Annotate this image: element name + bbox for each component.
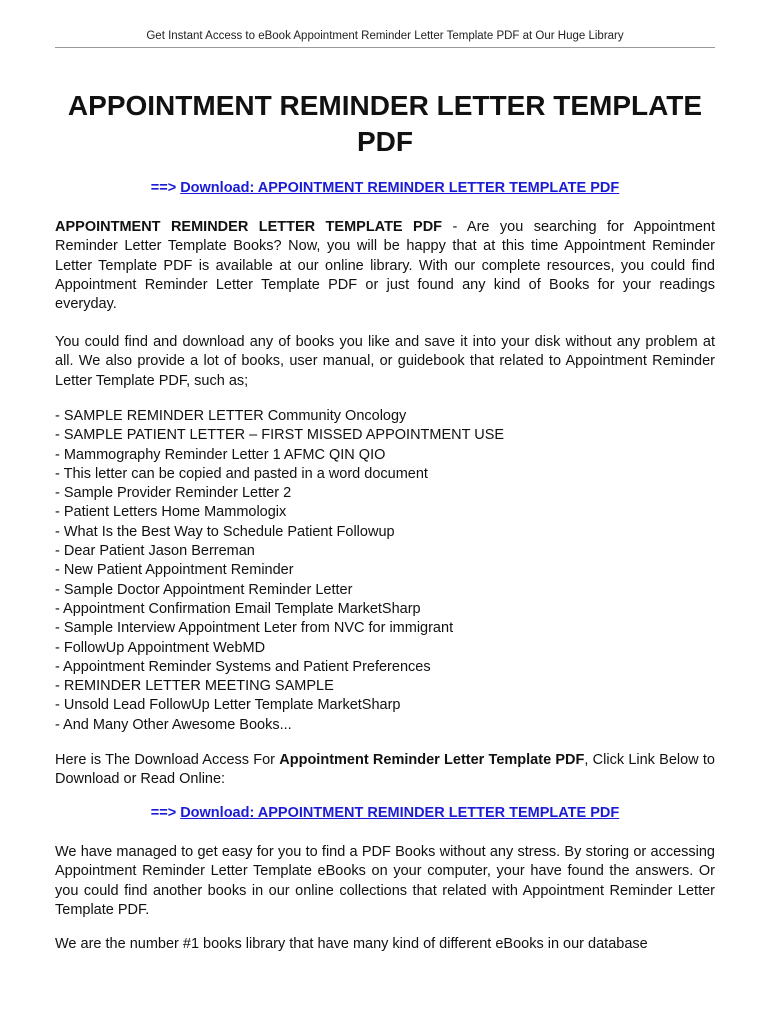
page-header: Get Instant Access to eBook Appointment Reminder Letter Template PDF at Our Huge Library bbox=[146, 30, 624, 42]
list-item: - Sample Doctor Appointment Reminder Letter bbox=[55, 581, 353, 598]
intro-paragraph bbox=[55, 218, 715, 314]
list-item: - And Many Other Awesome Books... bbox=[55, 716, 292, 733]
document-title: APPOINTMENT REMINDER LETTER TEMPLATE PDF bbox=[67, 90, 703, 157]
download-link-bottom[interactable]: Download: APPOINTMENT REMINDER LETTER TEMPLATE PDF bbox=[180, 805, 620, 821]
list-item: - Appointment Confirmation Email Template MarketSharp bbox=[55, 600, 421, 617]
list-item: - Unsold Lead FollowUp Letter Template MarketSharp bbox=[55, 697, 401, 714]
list-item: - Mammography Reminder Letter 1 AFMC QIN QIO bbox=[55, 446, 386, 463]
download-arrow: ==> bbox=[150, 180, 177, 196]
managed-paragraph: We have managed to get easy for you to find a PDF Books without any stress. By storing or accessing Appointment Reminder Letter Template eBooks on your computer, your have found the answers. Or you could find another books in our online collections that related with Appointment Reminder Letter Template PDF. bbox=[55, 844, 715, 918]
download-arrow: ==> bbox=[150, 805, 177, 821]
list-item: - SAMPLE PATIENT LETTER – FIRST MISSED APPOINTMENT USE bbox=[55, 427, 505, 444]
list-item: - FollowUp Appointment WebMD bbox=[55, 639, 266, 656]
related-books-paragraph: You could find and download any of books you like and save it into your disk without any problem at all. We also provide a lot of books, user manual, or guidebook that related to Appointment Reminder Letter Template PDF, such as; bbox=[55, 334, 715, 389]
download-access-paragraph bbox=[55, 751, 715, 790]
access-bold-title: Appointment Reminder Letter Template PDF bbox=[279, 752, 585, 768]
library-paragraph: We are the number #1 books library that have many kind of different eBooks in our database bbox=[55, 936, 648, 952]
list-item: - REMINDER LETTER MEETING SAMPLE bbox=[55, 678, 334, 695]
download-line-bottom bbox=[55, 805, 715, 821]
header-divider bbox=[55, 47, 715, 48]
access-text-before: Here is The Download Access For bbox=[55, 752, 280, 768]
intro-bold-title: APPOINTMENT REMINDER LETTER TEMPLATE PDF bbox=[55, 219, 443, 235]
list-item: - Patient Letters Home Mammologix bbox=[55, 504, 287, 521]
list-item: - Appointment Reminder Systems and Patient Preferences bbox=[55, 658, 431, 675]
list-item: - SAMPLE REMINDER LETTER Community Oncology bbox=[55, 408, 407, 424]
download-line-top bbox=[55, 180, 715, 196]
list-item: - This letter can be copied and pasted in a word document bbox=[55, 465, 428, 482]
intro-text: - Are you searching for Appointment Reminder Letter Template Books? Now, you will be happy that at this time Appointment Reminder Letter Template PDF is available at our online library. With our complete resources, you could find Appointment Reminder Letter Template PDF or just found any kind of Books for your readings everyday. bbox=[55, 219, 715, 313]
list-item: - What Is the Best Way to Schedule Patient Followup bbox=[55, 523, 395, 540]
book-list bbox=[55, 407, 715, 735]
access-text-after: , Click Link Below to Download or Read Online: bbox=[55, 752, 715, 788]
list-item: - Dear Patient Jason Berreman bbox=[55, 543, 255, 560]
list-item: - New Patient Appointment Reminder bbox=[55, 562, 294, 579]
list-item: - Sample Interview Appointment Leter from NVC for immigrant bbox=[55, 620, 454, 637]
download-link-top[interactable]: Download: APPOINTMENT REMINDER LETTER TEMPLATE PDF bbox=[180, 180, 620, 196]
list-item: - Sample Provider Reminder Letter 2 bbox=[55, 485, 292, 502]
